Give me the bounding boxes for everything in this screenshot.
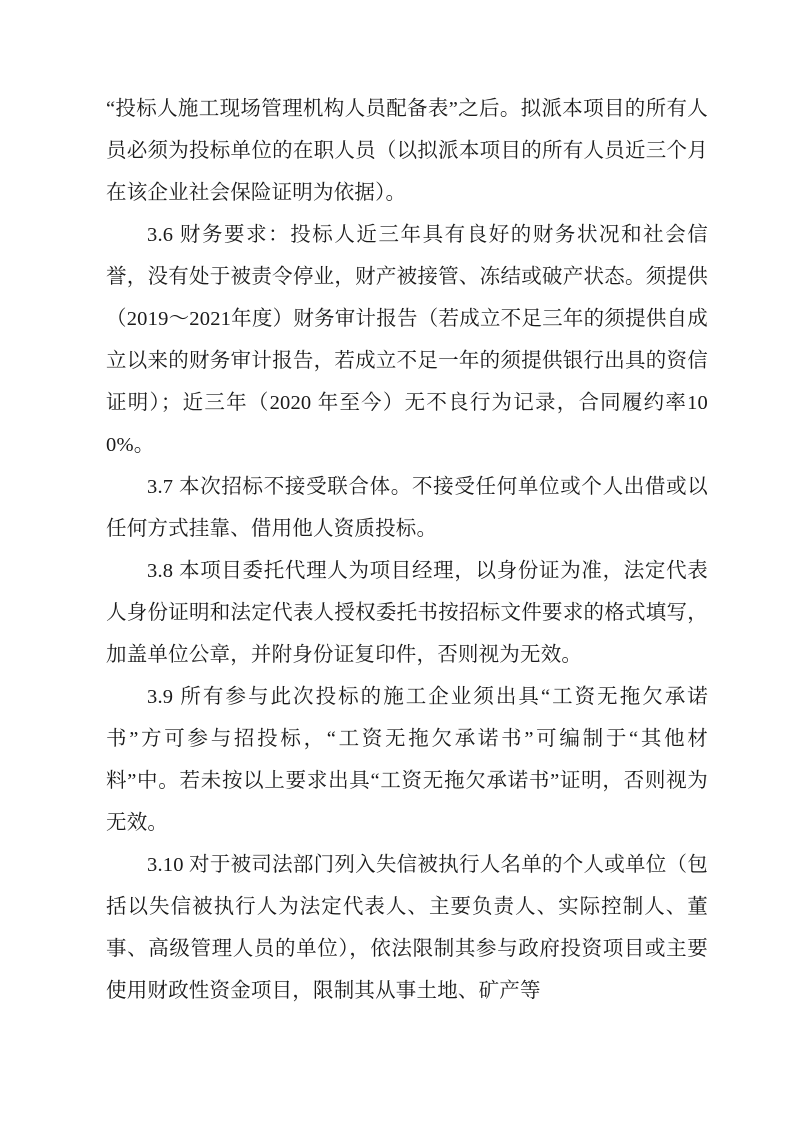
- paragraph-3-7: 3.7 本次招标不接受联合体。不接受任何单位或个人出借或以任何方式挂靠、借用他人资质投标。: [106, 476, 708, 540]
- paragraph-3-6: 3.6 财务要求：投标人近三年具有良好的财务状况和社会信誉，没有处于被责令停业，财产被接管、冻结或破产状态。须提供（2019～2021年度）财务审计报告（若成立不足三年的须提供自成立以来的财务审计报告，若成立不足一年的须提供银行出具的资信证明）；近三年（2020 年至今）无不良行为记录，合同履约率100%。: [106, 224, 708, 456]
- paragraph-3-10: 3.10 对于被司法部门列入失信被执行人名单的个人或单位（包括以失信被执行人为法定代表人、主要负责人、实际控制人、董事、高级管理人员的单位），依法限制其参与政府投资项目或主要使用财政性资金项目，限制其从事土地、矿产等: [106, 854, 708, 1002]
- paragraph-3-9: 3.9 所有参与此次投标的施工企业须出具“工资无拖欠承诺书”方可参与招投标，“工资无拖欠承诺书”可编制于“其他材料”中。若未按以上要求出具“工资无拖欠承诺书”证明，否则视为无效。: [106, 686, 708, 834]
- paragraph-3-8: 3.8 本项目委托代理人为项目经理，以身份证为准，法定代表人身份证明和法定代表人授权委托书按招标文件要求的格式填写，加盖单位公章，并附身份证复印件，否则视为无效。: [106, 560, 708, 666]
- paragraph-continued: “投标人施工现场管理机构人员配备表”之后。拟派本项目的所有人员必须为投标单位的在职人员（以拟派本项目的所有人员近三个月在该企业社会保险证明为依据）。: [106, 98, 708, 204]
- document-body: [106, 88, 708, 1012]
